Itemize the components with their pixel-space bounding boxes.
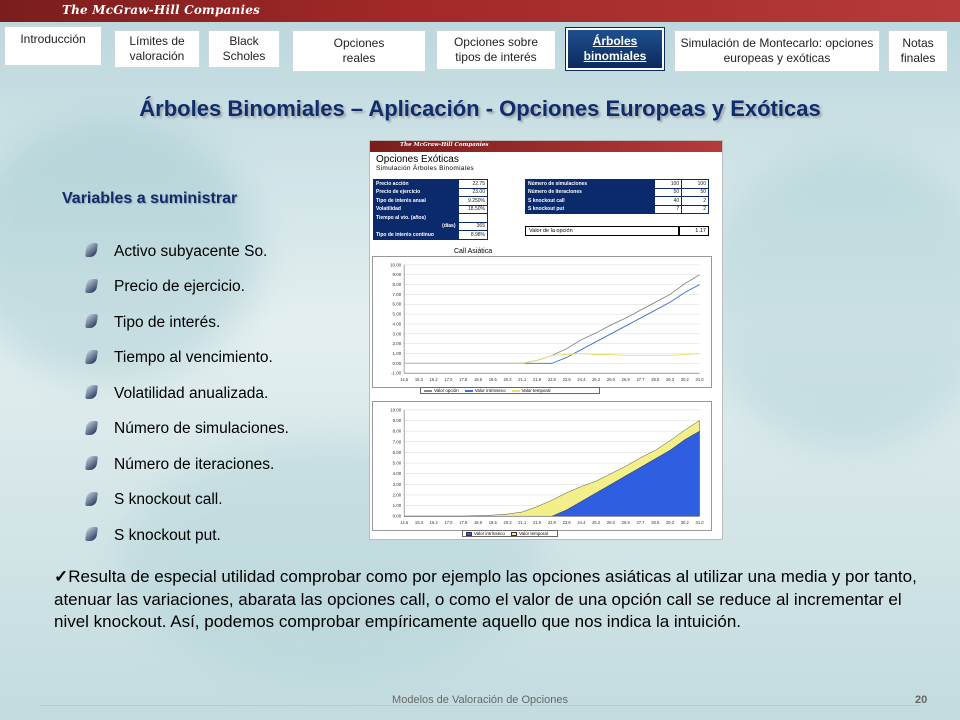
param-label: Precio acción (374, 180, 459, 189)
param-value: 100 (682, 180, 709, 189)
y-tick-label: -1.00 (391, 370, 402, 376)
y-tick-label: 9.00 (392, 272, 402, 278)
checkmark-icon: ✓ (54, 567, 69, 586)
y-tick-label: 6.00 (392, 449, 402, 455)
option-price-box (525, 226, 709, 236)
x-tick-label: 31.0 (695, 377, 704, 383)
table-row (374, 205, 488, 214)
tab-label: Opciones reales (333, 36, 385, 65)
params-table-right (525, 179, 709, 214)
tab-opciones-reales[interactable] (292, 30, 426, 72)
legend-label: Valor intrínseco (474, 531, 505, 536)
list-item (86, 376, 289, 412)
y-tick-label: 7.00 (392, 291, 402, 297)
param-value: 2 (682, 197, 709, 206)
series-line (404, 275, 699, 364)
param-value: 40 (655, 197, 682, 206)
tab-label: Opciones sobre tipos de interés (453, 35, 539, 64)
tab-simulacion-montecarlo[interactable] (674, 30, 880, 72)
variables-heading: Variables a suministrar (62, 190, 238, 207)
list-item (86, 305, 289, 341)
y-tick-label: 1.00 (392, 350, 402, 356)
x-tick-label: 23.6 (562, 377, 571, 383)
params-table-left (373, 179, 488, 240)
table-row (526, 197, 709, 206)
y-tick-label: 6.00 (392, 301, 402, 307)
tab-label: Introducción (20, 32, 86, 46)
y-tick-label: 8.00 (392, 428, 402, 434)
bullet-icon (85, 350, 98, 364)
x-tick-label: 17.0 (444, 520, 453, 526)
option-price-value: 1.17 (679, 226, 709, 236)
sheet-header-bar (370, 141, 722, 152)
page-number: 20 (915, 694, 928, 706)
list-item-text: Tiempo al vencimiento. (114, 349, 273, 367)
list-item (86, 447, 289, 483)
legend-label: Valor intrínseco (474, 388, 506, 393)
y-tick-label: 1.00 (392, 503, 402, 509)
x-tick-label: 30.2 (680, 377, 689, 383)
tab-label: Notas finales (900, 36, 936, 65)
param-label: Precio de ejercicio (374, 188, 459, 197)
x-tick-label: 17.8 (459, 520, 468, 526)
x-tick-label: 26.9 (621, 520, 630, 526)
table-row (374, 231, 488, 240)
y-tick-label: 5.00 (392, 460, 402, 466)
tab-label: Simulación de Montecarlo: opciones europeas y exóticas (680, 36, 874, 65)
y-tick-label: 3.00 (392, 481, 402, 487)
tab-label: Árboles binomiales (583, 34, 647, 63)
legend-label: Valor temporal (518, 531, 548, 536)
param-label: S knockout call (526, 197, 655, 206)
sheet-brand: The McGraw-Hill Companies (400, 142, 489, 148)
y-tick-label: 0.00 (392, 513, 402, 519)
tab-introduccion[interactable] (4, 26, 102, 66)
page-title: Árboles Binomiales – Aplicación - Opciones Europeas y Exóticas (139, 96, 821, 121)
y-tick-label: 10.00 (390, 407, 402, 413)
bullet-icon (85, 314, 98, 328)
chart-title: Call Asiática (454, 248, 493, 255)
list-item (86, 234, 289, 270)
area-chart (372, 401, 712, 531)
y-tick-label: 4.00 (392, 321, 402, 327)
legend-item (424, 388, 459, 393)
tab-opciones-tipos-interes[interactable] (436, 30, 556, 70)
bullet-icon (85, 421, 98, 435)
header-bar (0, 0, 960, 22)
param-label: Tiempo al vto. (años) (374, 214, 459, 223)
x-tick-label: 21.1 (518, 520, 527, 526)
y-tick-label: 3.00 (392, 331, 402, 337)
x-tick-label: 15.3 (414, 377, 423, 383)
x-tick-label: 27.7 (636, 520, 645, 526)
param-value: 23.00 (458, 188, 488, 197)
y-axis-label: Valor opción - Límite (376, 442, 381, 483)
list-item-text: S knockout call. (114, 491, 223, 509)
list-item-text: Volatilidad anualizada. (114, 384, 269, 402)
x-tick-label: 20.3 (503, 520, 512, 526)
param-value: 50 (655, 188, 682, 197)
y-tick-label: 10.00 (390, 262, 402, 268)
list-item-text: Número de simulaciones. (114, 420, 289, 438)
series-line (404, 354, 699, 364)
bullet-icon (85, 243, 98, 257)
x-tick-label: 27.7 (636, 377, 645, 383)
x-tick-label: 16.2 (429, 377, 438, 383)
list-item (86, 341, 289, 377)
variables-list (86, 234, 289, 554)
x-tick-label: 18.6 (473, 377, 483, 383)
legend-item (512, 388, 551, 393)
param-value: 7 (655, 205, 682, 214)
legend-item (511, 531, 548, 536)
table-row (374, 222, 488, 231)
x-tick-label: 22.8 (547, 377, 556, 383)
y-tick-label: 2.00 (392, 341, 402, 347)
param-value: 365 (458, 222, 488, 231)
list-item-text: Número de iteraciones. (114, 455, 275, 473)
call-asiatica-chart (372, 256, 712, 388)
list-item (86, 483, 289, 519)
param-label: Tipo de interés continuo (374, 231, 459, 240)
x-tick-label: 14.5 (400, 377, 409, 383)
legend-item (466, 531, 505, 536)
x-tick-label: 18.6 (473, 520, 483, 526)
sheet-subtitle: Simulación Árboles Binomiales (376, 165, 474, 172)
conclusion-paragraph (54, 566, 924, 634)
legend-swatch (512, 390, 520, 392)
y-tick-label: 9.00 (392, 417, 402, 423)
y-tick-label: 2.00 (392, 492, 402, 498)
x-tick-label: 24.4 (577, 520, 586, 526)
tab-label: Límites de valoración (129, 34, 185, 63)
tab-black-scholes[interactable] (208, 30, 280, 68)
list-item (86, 518, 289, 554)
y-tick-label: 5.00 (392, 311, 402, 317)
tab-label: Black Scholes (222, 34, 266, 63)
x-tick-label: 20.3 (503, 377, 512, 383)
y-tick-label: 8.00 (392, 282, 402, 288)
list-item (86, 270, 289, 306)
legend-label: Valor temporal (521, 388, 551, 393)
y-tick-label: 4.00 (392, 471, 402, 477)
x-tick-label: 22.8 (547, 520, 556, 526)
chart-legend (462, 530, 558, 537)
x-tick-label: 31.0 (695, 520, 704, 526)
tab-notas-finales[interactable] (888, 30, 948, 72)
param-label: (días) (374, 222, 459, 231)
x-tick-label: 29.3 (666, 377, 675, 383)
legend-label: Valor opción (434, 388, 459, 393)
param-value: 18.50% (458, 205, 488, 214)
param-value: 8.98% (458, 231, 488, 240)
spreadsheet-panel (369, 140, 723, 540)
param-label: Volatilidad (374, 205, 459, 214)
x-tick-label: 21.9 (533, 520, 542, 526)
x-tick-label: 16.2 (429, 520, 438, 526)
param-label: Número de iteraciones (526, 188, 655, 197)
x-tick-label: 15.3 (414, 520, 423, 526)
table-row (374, 214, 488, 223)
x-tick-label: 19.5 (488, 377, 497, 383)
bullet-icon (85, 385, 98, 399)
param-label: Tipo de interés anual (374, 197, 459, 206)
x-tick-label: 21.1 (518, 377, 527, 383)
x-tick-label: 25.2 (592, 520, 601, 526)
x-tick-label: 25.2 (592, 377, 601, 383)
background-shape (700, 150, 960, 450)
list-item (86, 412, 289, 448)
sheet-title: Opciones Exóticas (376, 154, 459, 165)
legend-swatch (511, 532, 517, 536)
tab-arboles-binomiales[interactable] (566, 28, 664, 70)
table-row (526, 188, 709, 197)
y-tick-label: 0.00 (392, 360, 402, 366)
param-label: Número de simulaciones (526, 180, 655, 189)
x-tick-label: 19.5 (488, 520, 497, 526)
y-axis-label: Valor opción - Límite (376, 305, 381, 346)
bullet-icon (85, 456, 98, 470)
param-label: S knockout put (526, 205, 655, 214)
x-tick-label: 26.9 (621, 377, 630, 383)
y-tick-label: 7.00 (392, 439, 402, 445)
option-price-label: Valor de la opción (525, 226, 679, 236)
list-item-text: Precio de ejercicio. (114, 278, 245, 296)
x-tick-label: 29.3 (665, 520, 675, 526)
param-value: 9.250% (458, 197, 488, 206)
param-value (458, 214, 488, 223)
legend-item (465, 388, 506, 393)
list-item-text: Tipo de interés. (114, 313, 221, 331)
x-tick-label: 26.0 (606, 520, 615, 526)
param-value: 50 (682, 188, 709, 197)
bullet-icon (85, 279, 98, 293)
chart-legend (420, 387, 600, 394)
x-tick-label: 30.2 (680, 520, 689, 526)
brand-logo: The McGraw-Hill Companies (62, 3, 260, 17)
tab-limites-valoracion[interactable] (114, 30, 200, 68)
x-tick-label: 17.8 (459, 377, 468, 383)
table-row (374, 180, 488, 189)
param-value: 22.75 (458, 180, 488, 189)
conclusion-text: Resulta de especial utilidad comprobar como por ejemplo las opciones asiáticas al utilizar una media y por tanto, atenuar las variaciones, abarata las opciones call, o como el valor de una opción call se reduce al incrementar el nivel knockout. Así, podemos comprobar empíricamente aquello que nos indica la intuición. (54, 567, 917, 631)
table-row (374, 197, 488, 206)
list-item-text: S knockout put. (114, 526, 221, 544)
footer-title: Modelos de Valoración de Opciones (392, 694, 568, 706)
x-tick-label: 28.5 (651, 377, 660, 383)
table-row (526, 205, 709, 214)
x-tick-label: 26.0 (606, 377, 615, 383)
x-tick-label: 14.5 (400, 520, 409, 526)
legend-swatch (465, 390, 473, 392)
table-row (526, 180, 709, 189)
x-tick-label: 21.9 (533, 377, 542, 383)
param-value: 100 (655, 180, 682, 189)
x-tick-label: 23.6 (562, 520, 571, 526)
x-tick-label: 28.5 (651, 520, 660, 526)
legend-swatch (466, 532, 472, 536)
legend-swatch (424, 390, 432, 392)
x-tick-label: 17.0 (444, 377, 453, 383)
x-tick-label: 24.4 (577, 377, 586, 383)
list-item-text: Activo subyacente So. (114, 242, 268, 260)
bullet-icon (85, 492, 98, 506)
bullet-icon (85, 527, 98, 541)
table-row (374, 188, 488, 197)
param-value: 2 (682, 205, 709, 214)
